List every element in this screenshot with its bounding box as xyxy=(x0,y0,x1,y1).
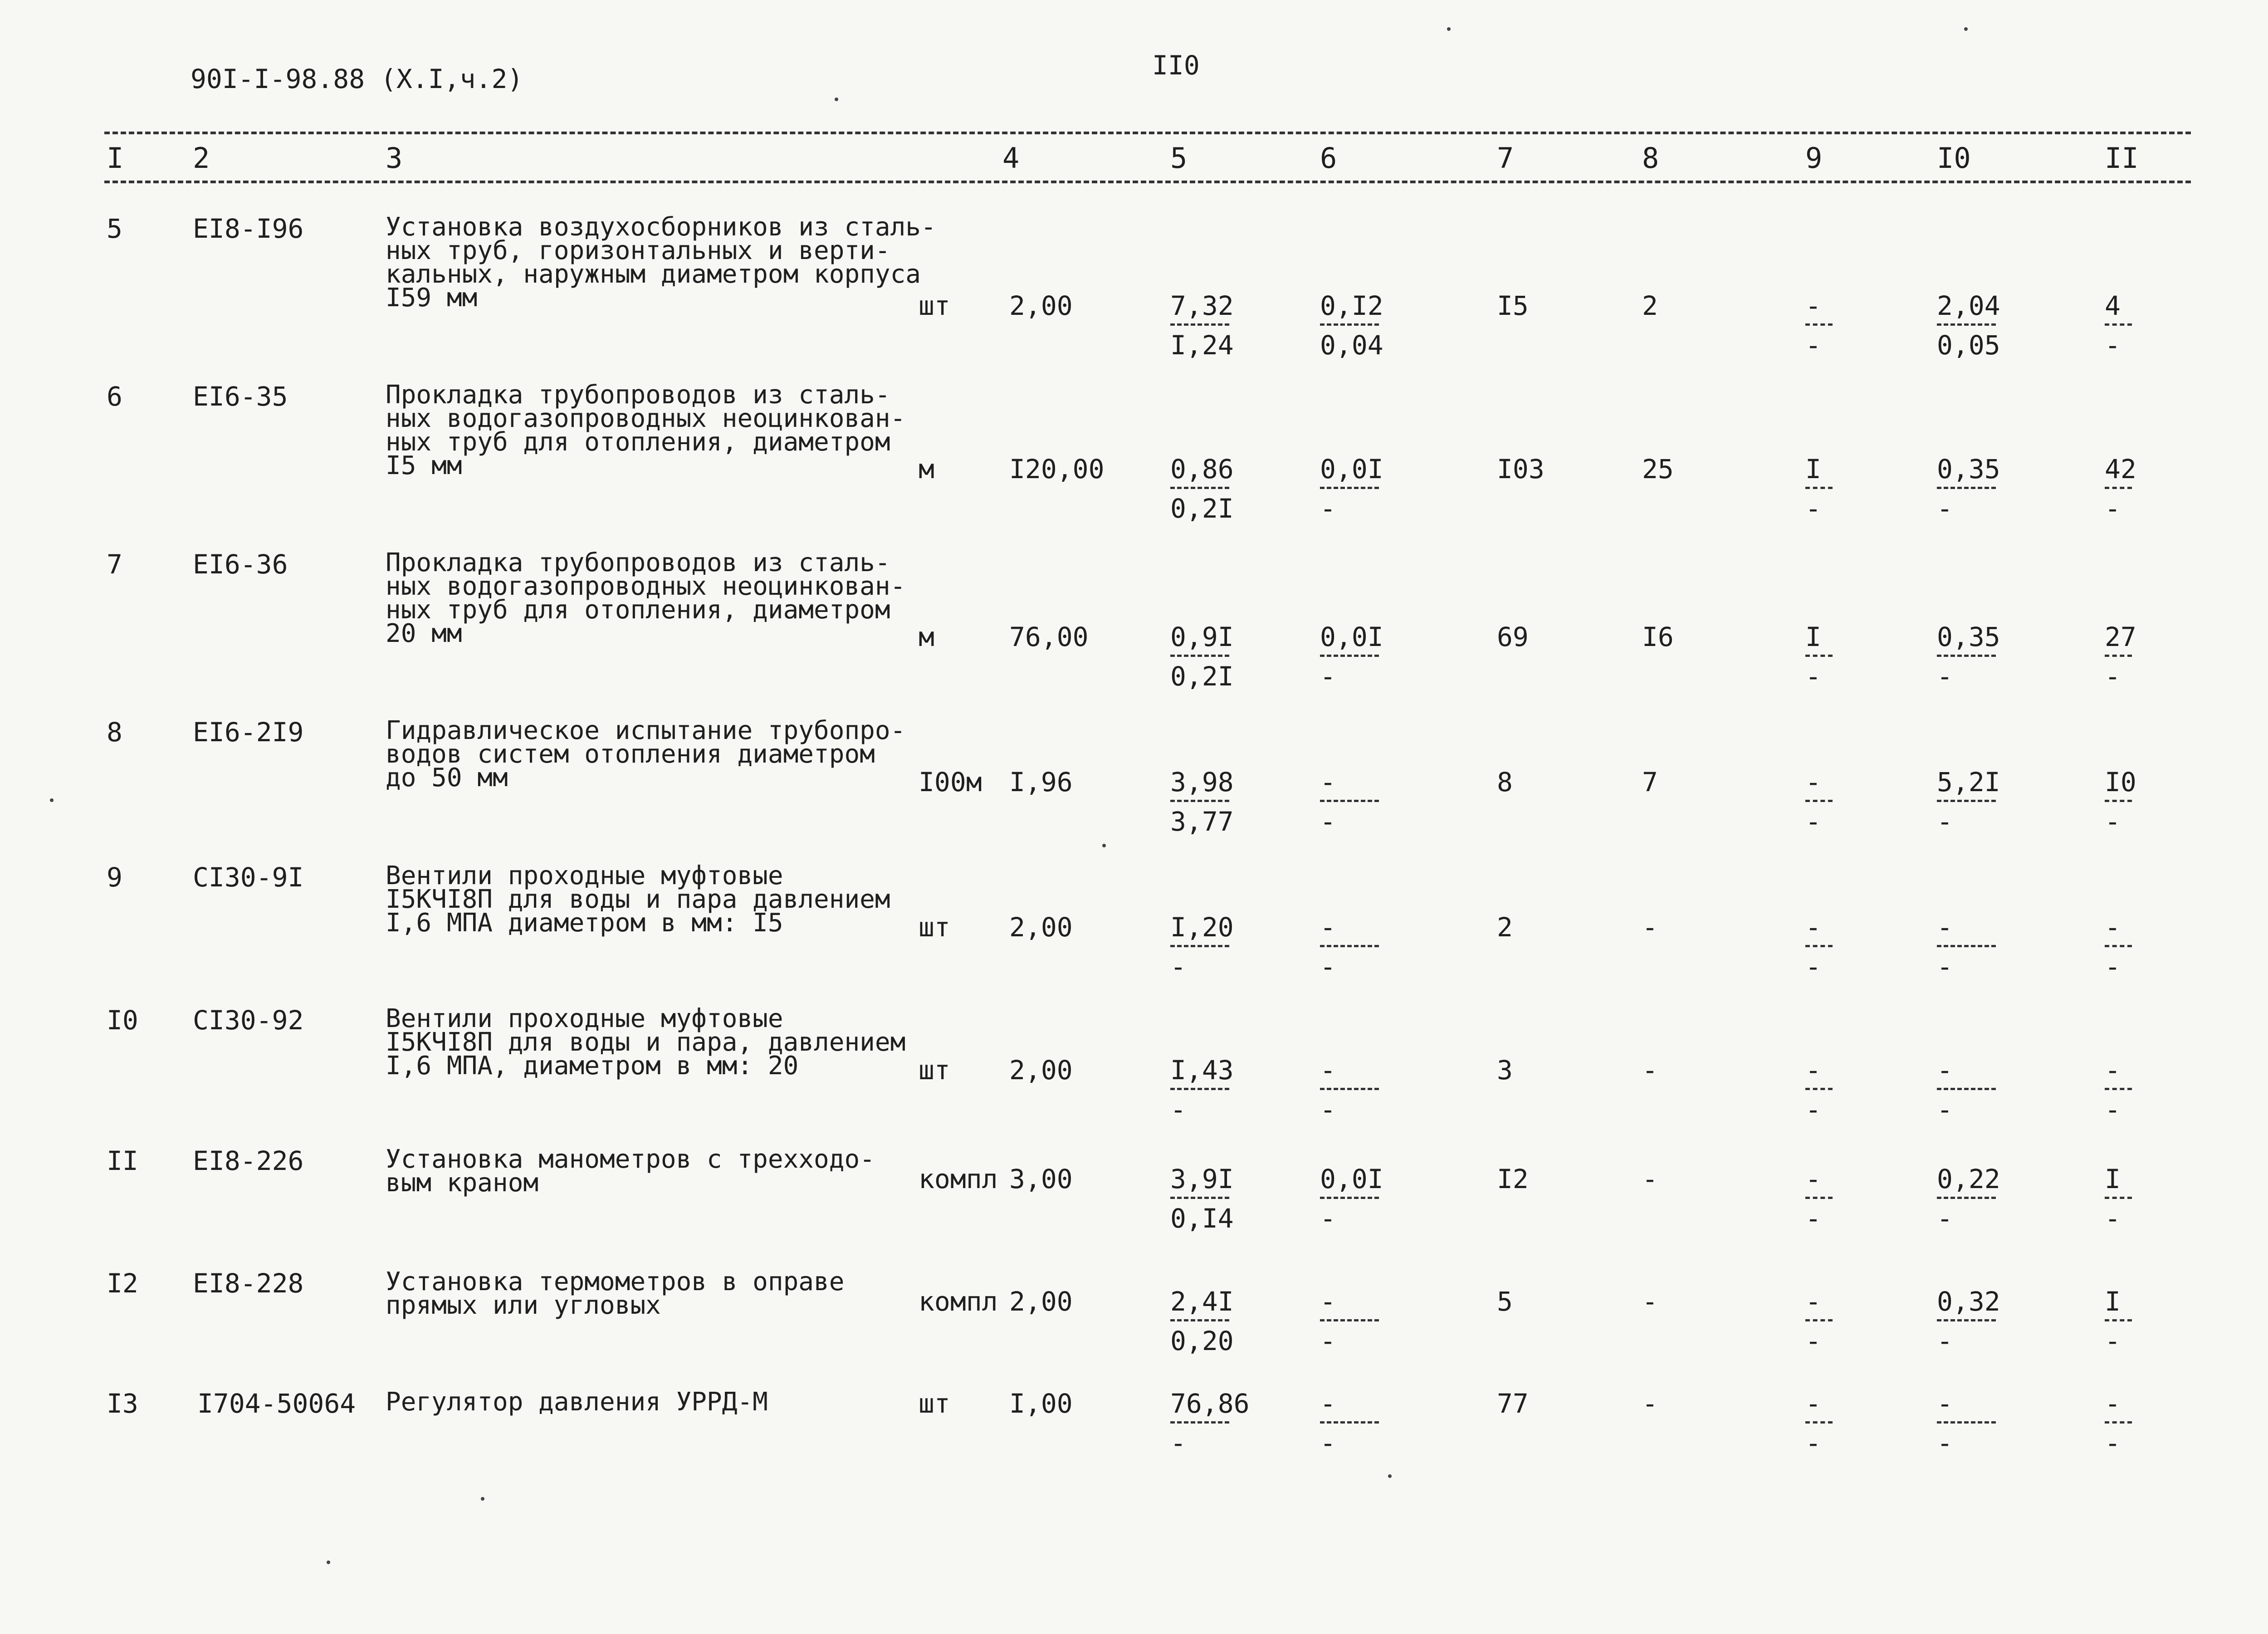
c11-fraction xyxy=(2105,1390,2132,1456)
c10-fraction xyxy=(1937,1057,1996,1123)
quantity: 2,00 xyxy=(1009,290,1073,321)
c6-fraction-bar xyxy=(1320,1319,1379,1321)
col7-value: 69 xyxy=(1497,621,1529,652)
c5-fraction-bar xyxy=(1170,1319,1229,1321)
c6-fraction xyxy=(1320,1057,1379,1123)
c5-denominator: 0,2I xyxy=(1170,493,1234,524)
c11-denominator: - xyxy=(2105,1326,2121,1356)
c6-numerator: 0,0I xyxy=(1320,1164,1383,1194)
c11-fraction-bar xyxy=(2105,1421,2132,1424)
col7-value: 77 xyxy=(1497,1388,1529,1419)
work-description: Прокладка трубопроводов из сталь- ных водогазопроводных неоцинкован- ных труб для отопления, диаметром I5 мм xyxy=(386,380,906,480)
c5-fraction xyxy=(1170,1166,1234,1232)
c6-fraction xyxy=(1320,290,1383,361)
c9-fraction xyxy=(1805,456,1833,522)
c10-denominator: - xyxy=(1937,1094,1953,1125)
quantity: 3,00 xyxy=(1009,1164,1073,1194)
c6-fraction xyxy=(1320,621,1383,692)
c11-denominator: - xyxy=(2105,806,2121,837)
c10-fraction xyxy=(1937,914,1996,980)
c5-denominator: - xyxy=(1170,1428,1186,1458)
c6-denominator: - xyxy=(1320,661,1336,692)
c6-fraction-bar xyxy=(1320,1088,1379,1090)
c9-denominator: - xyxy=(1805,806,1821,837)
c10-fraction xyxy=(1937,456,2000,522)
c10-fraction-bar xyxy=(1937,1421,1996,1424)
c5-numerator: 0,9I xyxy=(1170,621,1234,652)
c9-numerator: - xyxy=(1805,912,1821,943)
c11-fraction xyxy=(2105,1288,2132,1354)
price-code: EI6-36 xyxy=(193,549,288,580)
c10-denominator: - xyxy=(1937,661,1953,692)
c5-numerator: 76,86 xyxy=(1170,1388,1250,1419)
quantity: 2,00 xyxy=(1009,1055,1073,1086)
column-header: II xyxy=(2105,142,2139,175)
c5-fraction xyxy=(1170,1288,1234,1354)
c11-denominator: - xyxy=(2105,1203,2121,1234)
c10-fraction-bar xyxy=(1937,1319,1996,1321)
c11-numerator: I xyxy=(2105,1164,2121,1194)
scan-speck xyxy=(1388,1474,1392,1478)
col8-value: - xyxy=(1642,1286,1658,1317)
c5-fraction xyxy=(1170,1390,1250,1456)
col8-value: 2 xyxy=(1642,290,1658,321)
price-code: I704-50064 xyxy=(197,1388,356,1419)
c5-fraction xyxy=(1170,914,1234,980)
c9-fraction-bar xyxy=(1805,323,1833,326)
c5-fraction xyxy=(1170,1057,1234,1123)
work-description: Прокладка трубопроводов из сталь- ных водогазопроводных неоцинкован- ных труб для отопления, диаметром 20 мм xyxy=(386,548,906,648)
c6-fraction xyxy=(1320,1288,1379,1354)
c6-denominator: - xyxy=(1320,493,1336,524)
c9-denominator: - xyxy=(1805,1094,1821,1125)
c11-denominator: - xyxy=(2105,493,2121,524)
scan-speck xyxy=(327,1561,330,1564)
col8-value: - xyxy=(1642,1164,1658,1194)
c11-fraction-bar xyxy=(2105,800,2132,802)
page-number: II0 xyxy=(1152,50,1200,81)
c11-denominator: - xyxy=(2105,951,2121,982)
unit: м xyxy=(919,454,934,484)
header-rule-bottom xyxy=(104,181,2191,183)
unit: шт xyxy=(919,1055,950,1086)
c6-denominator: - xyxy=(1320,1203,1336,1234)
c5-denominator: I,24 xyxy=(1170,330,1234,361)
column-header: 8 xyxy=(1642,142,1659,175)
row-number: 7 xyxy=(107,549,122,580)
c10-fraction xyxy=(1937,290,2000,361)
scan-speck xyxy=(1447,27,1451,31)
c10-denominator: - xyxy=(1937,1428,1953,1458)
unit: компл xyxy=(919,1164,998,1194)
c10-denominator: 0,05 xyxy=(1937,330,2000,361)
c5-denominator: 0,20 xyxy=(1170,1326,1234,1356)
c6-fraction-bar xyxy=(1320,655,1379,657)
c11-numerator: - xyxy=(2105,1388,2121,1419)
c9-fraction xyxy=(1805,1057,1833,1123)
row-number: 5 xyxy=(107,213,122,244)
c6-fraction-bar xyxy=(1320,1421,1379,1424)
column-header: 6 xyxy=(1320,142,1337,175)
c9-fraction-bar xyxy=(1805,1088,1833,1090)
c11-fraction xyxy=(2105,914,2132,980)
c5-fraction-bar xyxy=(1170,1197,1229,1199)
header-rule-top xyxy=(104,132,2191,134)
c9-fraction-bar xyxy=(1805,655,1833,657)
column-header: I0 xyxy=(1937,142,1971,175)
quantity: I20,00 xyxy=(1009,454,1105,484)
c9-fraction-bar xyxy=(1805,487,1833,489)
row-number: I2 xyxy=(107,1268,138,1299)
row-number: I3 xyxy=(107,1388,138,1419)
c10-denominator: - xyxy=(1937,1326,1953,1356)
c9-numerator: - xyxy=(1805,1286,1821,1317)
c11-fraction xyxy=(2105,290,2132,361)
price-code: CI30-92 xyxy=(193,1005,304,1036)
c9-numerator: - xyxy=(1805,767,1821,797)
work-description: Установка манометров с трехходо- вым краном xyxy=(386,1145,875,1198)
row-number: I0 xyxy=(107,1005,138,1036)
c11-numerator: I0 xyxy=(2105,767,2136,797)
c5-fraction xyxy=(1170,621,1234,692)
column-header: 2 xyxy=(193,142,210,175)
c6-numerator: 0,I2 xyxy=(1320,290,1383,321)
c6-fraction xyxy=(1320,1390,1379,1456)
c6-numerator: - xyxy=(1320,1286,1336,1317)
c9-fraction xyxy=(1805,290,1833,361)
c11-fraction-bar xyxy=(2105,945,2132,947)
column-header: 3 xyxy=(386,142,403,175)
c9-denominator: - xyxy=(1805,1326,1821,1356)
scan-speck xyxy=(1102,844,1106,847)
document-code: 90I-I-98.88 (X.I,ч.2) xyxy=(191,64,523,94)
row-number: 6 xyxy=(107,381,122,412)
c5-numerator: 0,86 xyxy=(1170,454,1234,484)
c9-fraction xyxy=(1805,914,1833,980)
col7-value: I2 xyxy=(1497,1164,1529,1194)
c10-fraction-bar xyxy=(1937,945,1996,947)
c5-fraction-bar xyxy=(1170,945,1229,947)
c6-denominator: 0,04 xyxy=(1320,330,1383,361)
c5-denominator: 0,I4 xyxy=(1170,1203,1234,1234)
c9-denominator: - xyxy=(1805,951,1821,982)
scan-speck xyxy=(1964,27,1968,31)
c9-fraction-bar xyxy=(1805,800,1833,802)
column-header: 5 xyxy=(1170,142,1188,175)
c5-numerator: 7,32 xyxy=(1170,290,1234,321)
c11-numerator: - xyxy=(2105,1055,2121,1086)
c9-denominator: - xyxy=(1805,661,1821,692)
c11-denominator: - xyxy=(2105,1094,2121,1125)
c5-fraction xyxy=(1170,290,1234,361)
c9-numerator: I xyxy=(1805,454,1821,484)
c10-numerator: - xyxy=(1937,1055,1953,1086)
c11-fraction xyxy=(2105,456,2136,522)
c5-numerator: 3,9I xyxy=(1170,1164,1234,1194)
c5-fraction-bar xyxy=(1170,800,1229,802)
c10-numerator: 0,35 xyxy=(1937,621,2000,652)
col7-value: I03 xyxy=(1497,454,1545,484)
c6-fraction-bar xyxy=(1320,487,1379,489)
unit: шт xyxy=(919,290,950,321)
quantity: 76,00 xyxy=(1009,621,1089,652)
c11-numerator: 4 xyxy=(2105,290,2121,321)
c9-denominator: - xyxy=(1805,330,1821,361)
c10-numerator: 0,32 xyxy=(1937,1286,2000,1317)
c10-denominator: - xyxy=(1937,1203,1953,1234)
c10-numerator: 2,04 xyxy=(1937,290,2000,321)
column-header: I xyxy=(107,142,124,175)
c10-fraction xyxy=(1937,1166,2000,1232)
c5-fraction-bar xyxy=(1170,1421,1229,1424)
work-description: Регулятор давления УРРД-М xyxy=(386,1387,768,1417)
col8-value: 25 xyxy=(1642,454,1674,484)
c5-denominator: - xyxy=(1170,1094,1186,1125)
c6-fraction-bar xyxy=(1320,800,1379,802)
c5-numerator: 2,4I xyxy=(1170,1286,1234,1317)
c11-fraction xyxy=(2105,621,2136,692)
c9-fraction-bar xyxy=(1805,1319,1833,1321)
c6-fraction-bar xyxy=(1320,323,1379,326)
quantity: I,00 xyxy=(1009,1388,1073,1419)
c10-numerator: 5,2I xyxy=(1937,767,2000,797)
price-code: EI8-226 xyxy=(193,1145,304,1176)
c5-fraction-bar xyxy=(1170,655,1229,657)
column-header: 9 xyxy=(1805,142,1823,175)
c11-denominator: - xyxy=(2105,661,2121,692)
c5-numerator: I,20 xyxy=(1170,912,1234,943)
work-description: Вентили проходные муфтовые I5КЧI8П для воды и пара давлением I,6 МПА диаметром в мм: I5 xyxy=(386,861,890,938)
work-description: Вентили проходные муфтовые I5КЧI8П для воды и пара, давлением I,6 МПА, диаметром в мм: 20 xyxy=(386,1004,906,1081)
unit: м xyxy=(919,621,934,652)
quantity: 2,00 xyxy=(1009,912,1073,943)
c5-denominator: 0,2I xyxy=(1170,661,1234,692)
c11-fraction-bar xyxy=(2105,323,2132,326)
c9-denominator: - xyxy=(1805,1203,1821,1234)
column-header: 4 xyxy=(1002,142,1020,175)
c5-numerator: I,43 xyxy=(1170,1055,1234,1086)
c6-denominator: - xyxy=(1320,951,1336,982)
c10-denominator: - xyxy=(1937,493,1953,524)
c10-fraction-bar xyxy=(1937,487,1996,489)
col7-value: 8 xyxy=(1497,767,1513,797)
c10-denominator: - xyxy=(1937,806,1953,837)
c10-numerator: - xyxy=(1937,1388,1953,1419)
price-code: EI8-I96 xyxy=(193,213,304,244)
col7-value: I5 xyxy=(1497,290,1529,321)
col7-value: 3 xyxy=(1497,1055,1513,1086)
scan-speck xyxy=(835,98,838,101)
c6-denominator: - xyxy=(1320,806,1336,837)
col8-value: I6 xyxy=(1642,621,1674,652)
c10-fraction-bar xyxy=(1937,655,1996,657)
unit: компл xyxy=(919,1286,998,1317)
c11-fraction-bar xyxy=(2105,1088,2132,1090)
price-code: EI8-228 xyxy=(193,1268,304,1299)
c9-fraction xyxy=(1805,1390,1833,1456)
c6-numerator: 0,0I xyxy=(1320,454,1383,484)
c11-numerator: - xyxy=(2105,912,2121,943)
c11-fraction-bar xyxy=(2105,487,2132,489)
c9-numerator: - xyxy=(1805,1388,1821,1419)
c9-fraction xyxy=(1805,769,1833,835)
c11-numerator: I xyxy=(2105,1286,2121,1317)
c6-numerator: - xyxy=(1320,912,1336,943)
c6-numerator: - xyxy=(1320,1055,1336,1086)
row-number: II xyxy=(107,1145,138,1176)
price-code: CI30-9I xyxy=(193,862,304,893)
c10-fraction xyxy=(1937,1288,2000,1354)
col8-value: - xyxy=(1642,912,1658,943)
c9-fraction-bar xyxy=(1805,945,1833,947)
c11-fraction xyxy=(2105,769,2136,835)
c11-denominator: - xyxy=(2105,1428,2121,1458)
c10-denominator: - xyxy=(1937,951,1953,982)
row-number: 8 xyxy=(107,717,122,748)
quantity: 2,00 xyxy=(1009,1286,1073,1317)
work-description: Гидравлическое испытание трубопро- водов систем отопления диаметром до 50 мм xyxy=(386,716,906,793)
c9-fraction-bar xyxy=(1805,1197,1833,1199)
unit: шт xyxy=(919,912,950,943)
c6-fraction xyxy=(1320,1166,1383,1232)
work-description: Установка воздухосборников из сталь- ных труб, горизонтальных и верти- кальных, наружным диаметром корпуса I59 мм xyxy=(386,212,936,313)
c10-numerator: 0,22 xyxy=(1937,1164,2000,1194)
c11-fraction xyxy=(2105,1057,2132,1123)
c10-fraction xyxy=(1937,1390,1996,1456)
c9-denominator: - xyxy=(1805,493,1821,524)
c5-fraction xyxy=(1170,456,1234,522)
c9-numerator: - xyxy=(1805,290,1821,321)
col8-value: - xyxy=(1642,1388,1658,1419)
c11-numerator: 27 xyxy=(2105,621,2136,652)
c6-numerator: 0,0I xyxy=(1320,621,1383,652)
c5-numerator: 3,98 xyxy=(1170,767,1234,797)
c10-fraction-bar xyxy=(1937,1088,1996,1090)
col8-value: 7 xyxy=(1642,767,1658,797)
c9-fraction xyxy=(1805,621,1833,692)
c11-fraction xyxy=(2105,1166,2132,1232)
price-code: EI6-35 xyxy=(193,381,288,412)
c5-fraction-bar xyxy=(1170,323,1229,326)
c10-fraction-bar xyxy=(1937,1197,1996,1199)
c6-fraction-bar xyxy=(1320,945,1379,947)
c6-numerator: - xyxy=(1320,1388,1336,1419)
c11-numerator: 42 xyxy=(2105,454,2136,484)
unit: шт xyxy=(919,1388,950,1419)
c11-fraction-bar xyxy=(2105,1319,2132,1321)
work-description: Установка термометров в оправе прямых или угловых xyxy=(386,1267,845,1320)
col8-value: - xyxy=(1642,1055,1658,1086)
c11-fraction-bar xyxy=(2105,655,2132,657)
c10-numerator: - xyxy=(1937,912,1953,943)
c6-fraction-bar xyxy=(1320,1197,1379,1199)
c10-fraction xyxy=(1937,769,2000,835)
quantity: I,96 xyxy=(1009,767,1073,797)
c9-numerator: - xyxy=(1805,1164,1821,1194)
c11-denominator: - xyxy=(2105,330,2121,361)
col7-value: 2 xyxy=(1497,912,1513,943)
col7-value: 5 xyxy=(1497,1286,1513,1317)
price-code: EI6-2I9 xyxy=(193,717,304,748)
row-number: 9 xyxy=(107,862,122,893)
c9-fraction-bar xyxy=(1805,1421,1833,1424)
c10-fraction-bar xyxy=(1937,323,1996,326)
column-header: 7 xyxy=(1497,142,1514,175)
c5-fraction-bar xyxy=(1170,487,1229,489)
c10-numerator: 0,35 xyxy=(1937,454,2000,484)
c9-numerator: I xyxy=(1805,621,1821,652)
c6-denominator: - xyxy=(1320,1326,1336,1356)
c11-fraction-bar xyxy=(2105,1197,2132,1199)
c9-denominator: - xyxy=(1805,1428,1821,1458)
c6-fraction xyxy=(1320,456,1383,522)
c6-fraction xyxy=(1320,769,1379,835)
c10-fraction xyxy=(1937,621,2000,692)
c6-numerator: - xyxy=(1320,767,1336,797)
c9-numerator: - xyxy=(1805,1055,1821,1086)
c10-fraction-bar xyxy=(1937,800,1996,802)
c5-denominator: 3,77 xyxy=(1170,806,1234,837)
c9-fraction xyxy=(1805,1166,1833,1232)
c5-fraction-bar xyxy=(1170,1088,1229,1090)
scan-speck xyxy=(50,798,54,802)
c5-denominator: - xyxy=(1170,951,1186,982)
scan-speck xyxy=(481,1497,484,1501)
unit: I00м xyxy=(919,767,982,797)
c6-denominator: - xyxy=(1320,1428,1336,1458)
c6-denominator: - xyxy=(1320,1094,1336,1125)
c6-fraction xyxy=(1320,914,1379,980)
c9-fraction xyxy=(1805,1288,1833,1354)
c5-fraction xyxy=(1170,769,1234,835)
